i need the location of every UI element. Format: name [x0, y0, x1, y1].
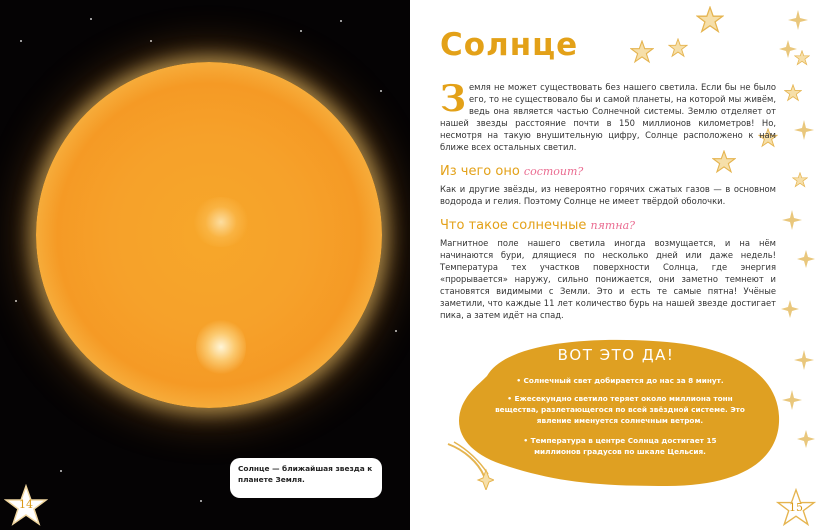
section-text: Как и другие звёзды, из невероятно горячих сжатых газов — в основном водорода и гелия. Поэтому Солнце не имеет твёрдой оболочки. [440, 184, 776, 206]
star-icon [712, 150, 736, 174]
sun-flare [196, 317, 246, 377]
intro-paragraph [440, 78, 776, 154]
background-star [90, 18, 92, 20]
page-number-badge [4, 484, 48, 528]
sun-flare [191, 197, 251, 247]
background-star [60, 470, 62, 472]
star-icon [630, 40, 654, 64]
background-star [300, 30, 302, 32]
fact-item: • Ежесекундно светило теряет около миллиона тонн вещества, разлетающегося по всей звёздной системе. Это явление именуется солнечным ветром. [495, 394, 745, 425]
intro-text: емля не может существовать без нашего светила. Если бы не было его, то не существовало бы и самой планеты, на которой мы живём, ведь она является частью Солнечной системы. Землю отделяет от нашей звезды расстояние почти в 150 миллионов километров! Но, несмотря на такую внушительную цифру, Солнце расположено к нам ближе всех остальных светил. [440, 82, 776, 152]
section-heading-text: Из чего оно [440, 164, 524, 179]
background-star [15, 300, 17, 302]
section-heading [440, 218, 635, 233]
section-heading-highlight: пятна? [590, 219, 636, 232]
section-text: Магнитное поле нашего светила иногда возмущается, и на нём начинаются бури, длящиеся по несколько дней или даже недель! Температура тех участков поверхности Солнца, где энергия «прорывается» наружу, сильно понижается, они заметно темнеют и становятся видимыми с Земли. Это и есть те самые пятна! Учёные заметили, что каждые 11 лет количество бурь на нашей звезде достигает пика, а затем идёт на спад. [440, 238, 776, 320]
background-star [395, 330, 397, 332]
background-star [20, 40, 22, 42]
drop-cap: З [440, 78, 466, 120]
background-star [380, 90, 382, 92]
page-number: 14 [19, 498, 33, 511]
fact-item: • Солнечный свет добирается до нас за 8 минут. [516, 376, 724, 385]
background-star [200, 500, 202, 502]
section-heading [440, 164, 583, 179]
section-heading-highlight: состоит? [523, 165, 584, 178]
image-caption: Солнце — ближайшая звезда к планете Земля. [230, 458, 382, 498]
star-icon [696, 6, 724, 34]
sun-image [36, 62, 382, 408]
sparkle-stars-decoration [778, 10, 818, 510]
background-star [150, 40, 152, 42]
page-number: 15 [789, 501, 803, 514]
left-page [0, 0, 410, 530]
star-icon [668, 38, 688, 58]
fact-item: • Температура в центре Солнца достигает 15 миллионов градусов по шкале Цельсия. [523, 436, 717, 456]
section-heading-text: Что такое солнечные [440, 218, 591, 233]
facts-title: ВОТ ЭТО ДА! [557, 346, 675, 364]
background-star [340, 20, 342, 22]
page-title: Солнце [440, 27, 579, 63]
page-number-badge [776, 488, 816, 528]
